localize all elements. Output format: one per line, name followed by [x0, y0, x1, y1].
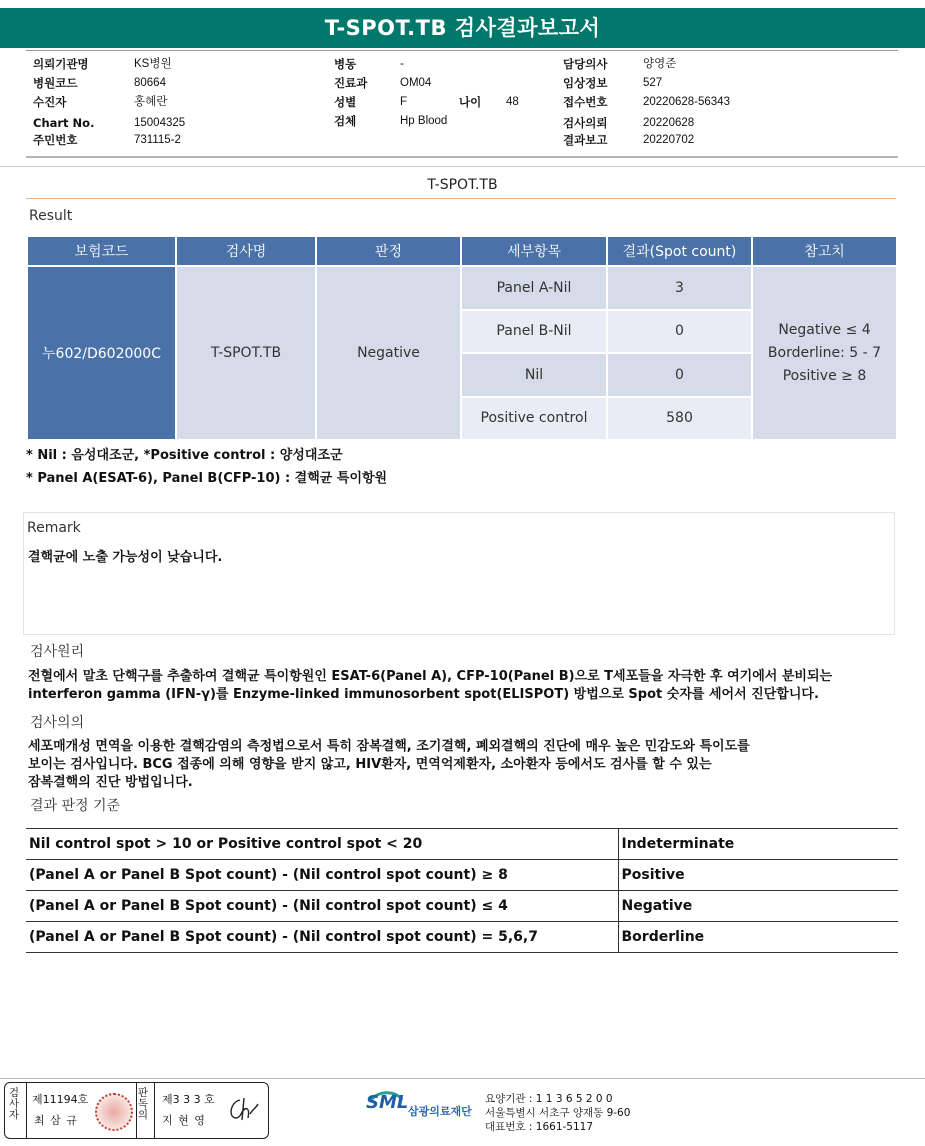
criteria-result: Negative	[618, 891, 898, 922]
org-name: 삼광의료재단	[408, 1105, 472, 1118]
criteria-result: Positive	[618, 860, 898, 891]
result-header-row	[27, 236, 897, 266]
principle-label: 검사원리	[30, 644, 85, 660]
table-row	[26, 922, 898, 953]
doctor-value: 양영준	[643, 58, 677, 70]
reviewer-license: 제3 3 3 호	[162, 1093, 215, 1106]
clinical-value: 527	[643, 77, 663, 89]
care-code: 요양기관 : 1 1 3 6 5 2 0 0	[485, 1093, 613, 1105]
resident-label: 주민번호	[33, 133, 78, 147]
criteria-condition: (Panel A or Panel B Spot count) - (Nil control spot count) = 5,6,7	[26, 922, 618, 953]
significance-label: 검사의의	[30, 715, 85, 731]
result-label: Result	[29, 208, 73, 224]
principle-line-1: 전혈에서 말초 단핵구를 추출하여 결핵균 특이항원인 ESAT-6(Panel A), CFP-10(Panel B)으로 T세포들을 자극한 후 여기에서 분비되는	[28, 669, 833, 684]
criteria-condition: (Panel A or Panel B Spot count) - (Nil control spot count) ≤ 4	[26, 891, 618, 922]
chart-label: Chart No.	[33, 116, 95, 130]
patient-label: 수진자	[33, 95, 67, 109]
remark-box	[23, 512, 895, 635]
reviewer-vertical-label: 판 독 의	[137, 1087, 149, 1121]
header-bottom-divider	[26, 156, 898, 158]
age-label: 나이	[459, 95, 482, 109]
remark-label: Remark	[27, 520, 81, 536]
section-divider	[0, 166, 925, 167]
result-table	[26, 235, 898, 441]
tester-vertical-label: 검 사 자	[8, 1087, 20, 1121]
table-row	[26, 891, 898, 922]
reference-borderline: Borderline: 5 - 7	[767, 344, 882, 361]
significance-line-2: 보이는 검사입니다. BCG 접종에 의해 영향을 받지 않고, HIV환자, 면역억제환자, 소아환자 등에서도 검사를 할 수 있는	[28, 757, 712, 772]
institution-label: 의뢰기관명	[33, 57, 89, 71]
sml-logo-text: SML	[366, 1092, 409, 1113]
sig-divider-1	[26, 1083, 27, 1138]
sub-item-cell: Panel B-Nil	[461, 310, 607, 354]
section-title: T-SPOT.TB	[427, 177, 498, 193]
patient-name-value: 홍혜란	[134, 96, 168, 108]
sub-item-cell: Positive control	[461, 397, 607, 441]
report-title: T-SPOT.TB 검사결과보고서	[0, 8, 925, 48]
table-row	[26, 829, 898, 860]
criteria-label: 결과 판정 기준	[30, 798, 121, 814]
reference-positive: Positive ≥ 8	[782, 367, 867, 384]
specimen-label: 검체	[334, 114, 357, 128]
request-label: 검사의뢰	[563, 116, 608, 130]
significance-line-3: 잠복결핵의 진단 방법입니다.	[28, 775, 193, 790]
reference-cell	[752, 266, 897, 440]
spot-count-cell: 580	[607, 397, 752, 441]
footer-divider	[0, 1078, 925, 1079]
criteria-table	[26, 828, 898, 953]
criteria-condition: (Panel A or Panel B Spot count) - (Nil control spot count) ≥ 8	[26, 860, 618, 891]
criteria-condition: Nil control spot > 10 or Positive control spot < 20	[26, 829, 618, 860]
col-insurance-code: 보험코드	[27, 236, 176, 266]
principle-line-2: interferon gamma (IFN-γ)를 Enzyme-linked immunosorbent spot(ELISPOT) 방법으로 Spot 숫자를 세어서 진단합니다.	[28, 687, 819, 702]
resident-no-value: 731115-2	[134, 134, 181, 146]
specimen-value: Hp Blood	[400, 115, 448, 127]
ward-label: 병동	[334, 57, 357, 71]
remark-text: 결핵균에 노출 가능성이 낮습니다.	[28, 550, 223, 565]
test-name-cell: T-SPOT.TB	[176, 266, 316, 440]
sub-item-cell: Nil	[461, 353, 607, 397]
report-date-value: 20220702	[643, 134, 695, 146]
sex-value: F	[400, 96, 408, 108]
request-date-value: 20220628	[643, 117, 695, 129]
age-value: 48	[506, 96, 519, 108]
signature-icon	[226, 1094, 260, 1124]
spot-count-cell: 0	[607, 310, 752, 354]
spot-count-cell: 3	[607, 266, 752, 310]
criteria-result: Indeterminate	[618, 829, 898, 860]
col-spot-count: 결과(Spot count)	[607, 236, 752, 266]
dept-value: OM04	[400, 77, 432, 89]
section-underline	[26, 198, 896, 199]
table-row	[27, 266, 897, 310]
chart-no-value: 15004325	[134, 117, 186, 129]
address: 서울특별시 서초구 양재동 9-60	[485, 1107, 631, 1119]
insurance-code-cell: 누602/D602000C	[27, 266, 176, 440]
receipt-label: 접수번호	[563, 95, 608, 109]
clinical-label: 임상정보	[563, 76, 608, 90]
sig-divider-3	[154, 1083, 155, 1138]
note-nil: * Nil : 음성대조군, *Positive control : 양성대조군	[26, 448, 343, 463]
reference-negative: Negative ≤ 4	[778, 321, 871, 338]
doctor-label: 담당의사	[563, 57, 608, 71]
phone: 대표번호 : 1661-5117	[485, 1121, 594, 1133]
sub-item-cell: Panel A-Nil	[461, 266, 607, 310]
col-sub-item: 세부항목	[461, 236, 607, 266]
ward-value: -	[400, 58, 404, 70]
tester-name: 최 삼 규	[34, 1114, 78, 1127]
note-panels: * Panel A(ESAT-6), Panel B(CFP-10) : 결핵균 특이항원	[26, 471, 388, 486]
col-reference: 참고치	[752, 236, 897, 266]
hospital-code-value: 80664	[134, 77, 166, 89]
hospital-code-label: 병원코드	[33, 76, 78, 90]
spot-count-cell: 0	[607, 353, 752, 397]
sex-label: 성별	[334, 95, 357, 109]
table-row	[26, 860, 898, 891]
dept-label: 진료과	[334, 76, 368, 90]
institution-value: KS병원	[134, 58, 172, 70]
criteria-result: Borderline	[618, 922, 898, 953]
seal-stamp	[95, 1093, 133, 1131]
significance-line-1: 세포매개성 면역을 이용한 결핵감염의 측정법으로서 특히 잠복결핵, 조기결핵, 폐외결핵의 진단에 매우 높은 민감도와 특이도를	[28, 739, 750, 754]
tester-license: 제11194호	[32, 1093, 89, 1106]
receipt-no-value: 20220628-56343	[643, 96, 730, 108]
judgement-cell: Negative	[316, 266, 461, 440]
col-judgement: 판정	[316, 236, 461, 266]
reviewer-name: 지 현 영	[162, 1114, 206, 1127]
report-label: 결과보고	[563, 133, 608, 147]
col-test-name: 검사명	[176, 236, 316, 266]
header-top-divider	[26, 50, 898, 51]
